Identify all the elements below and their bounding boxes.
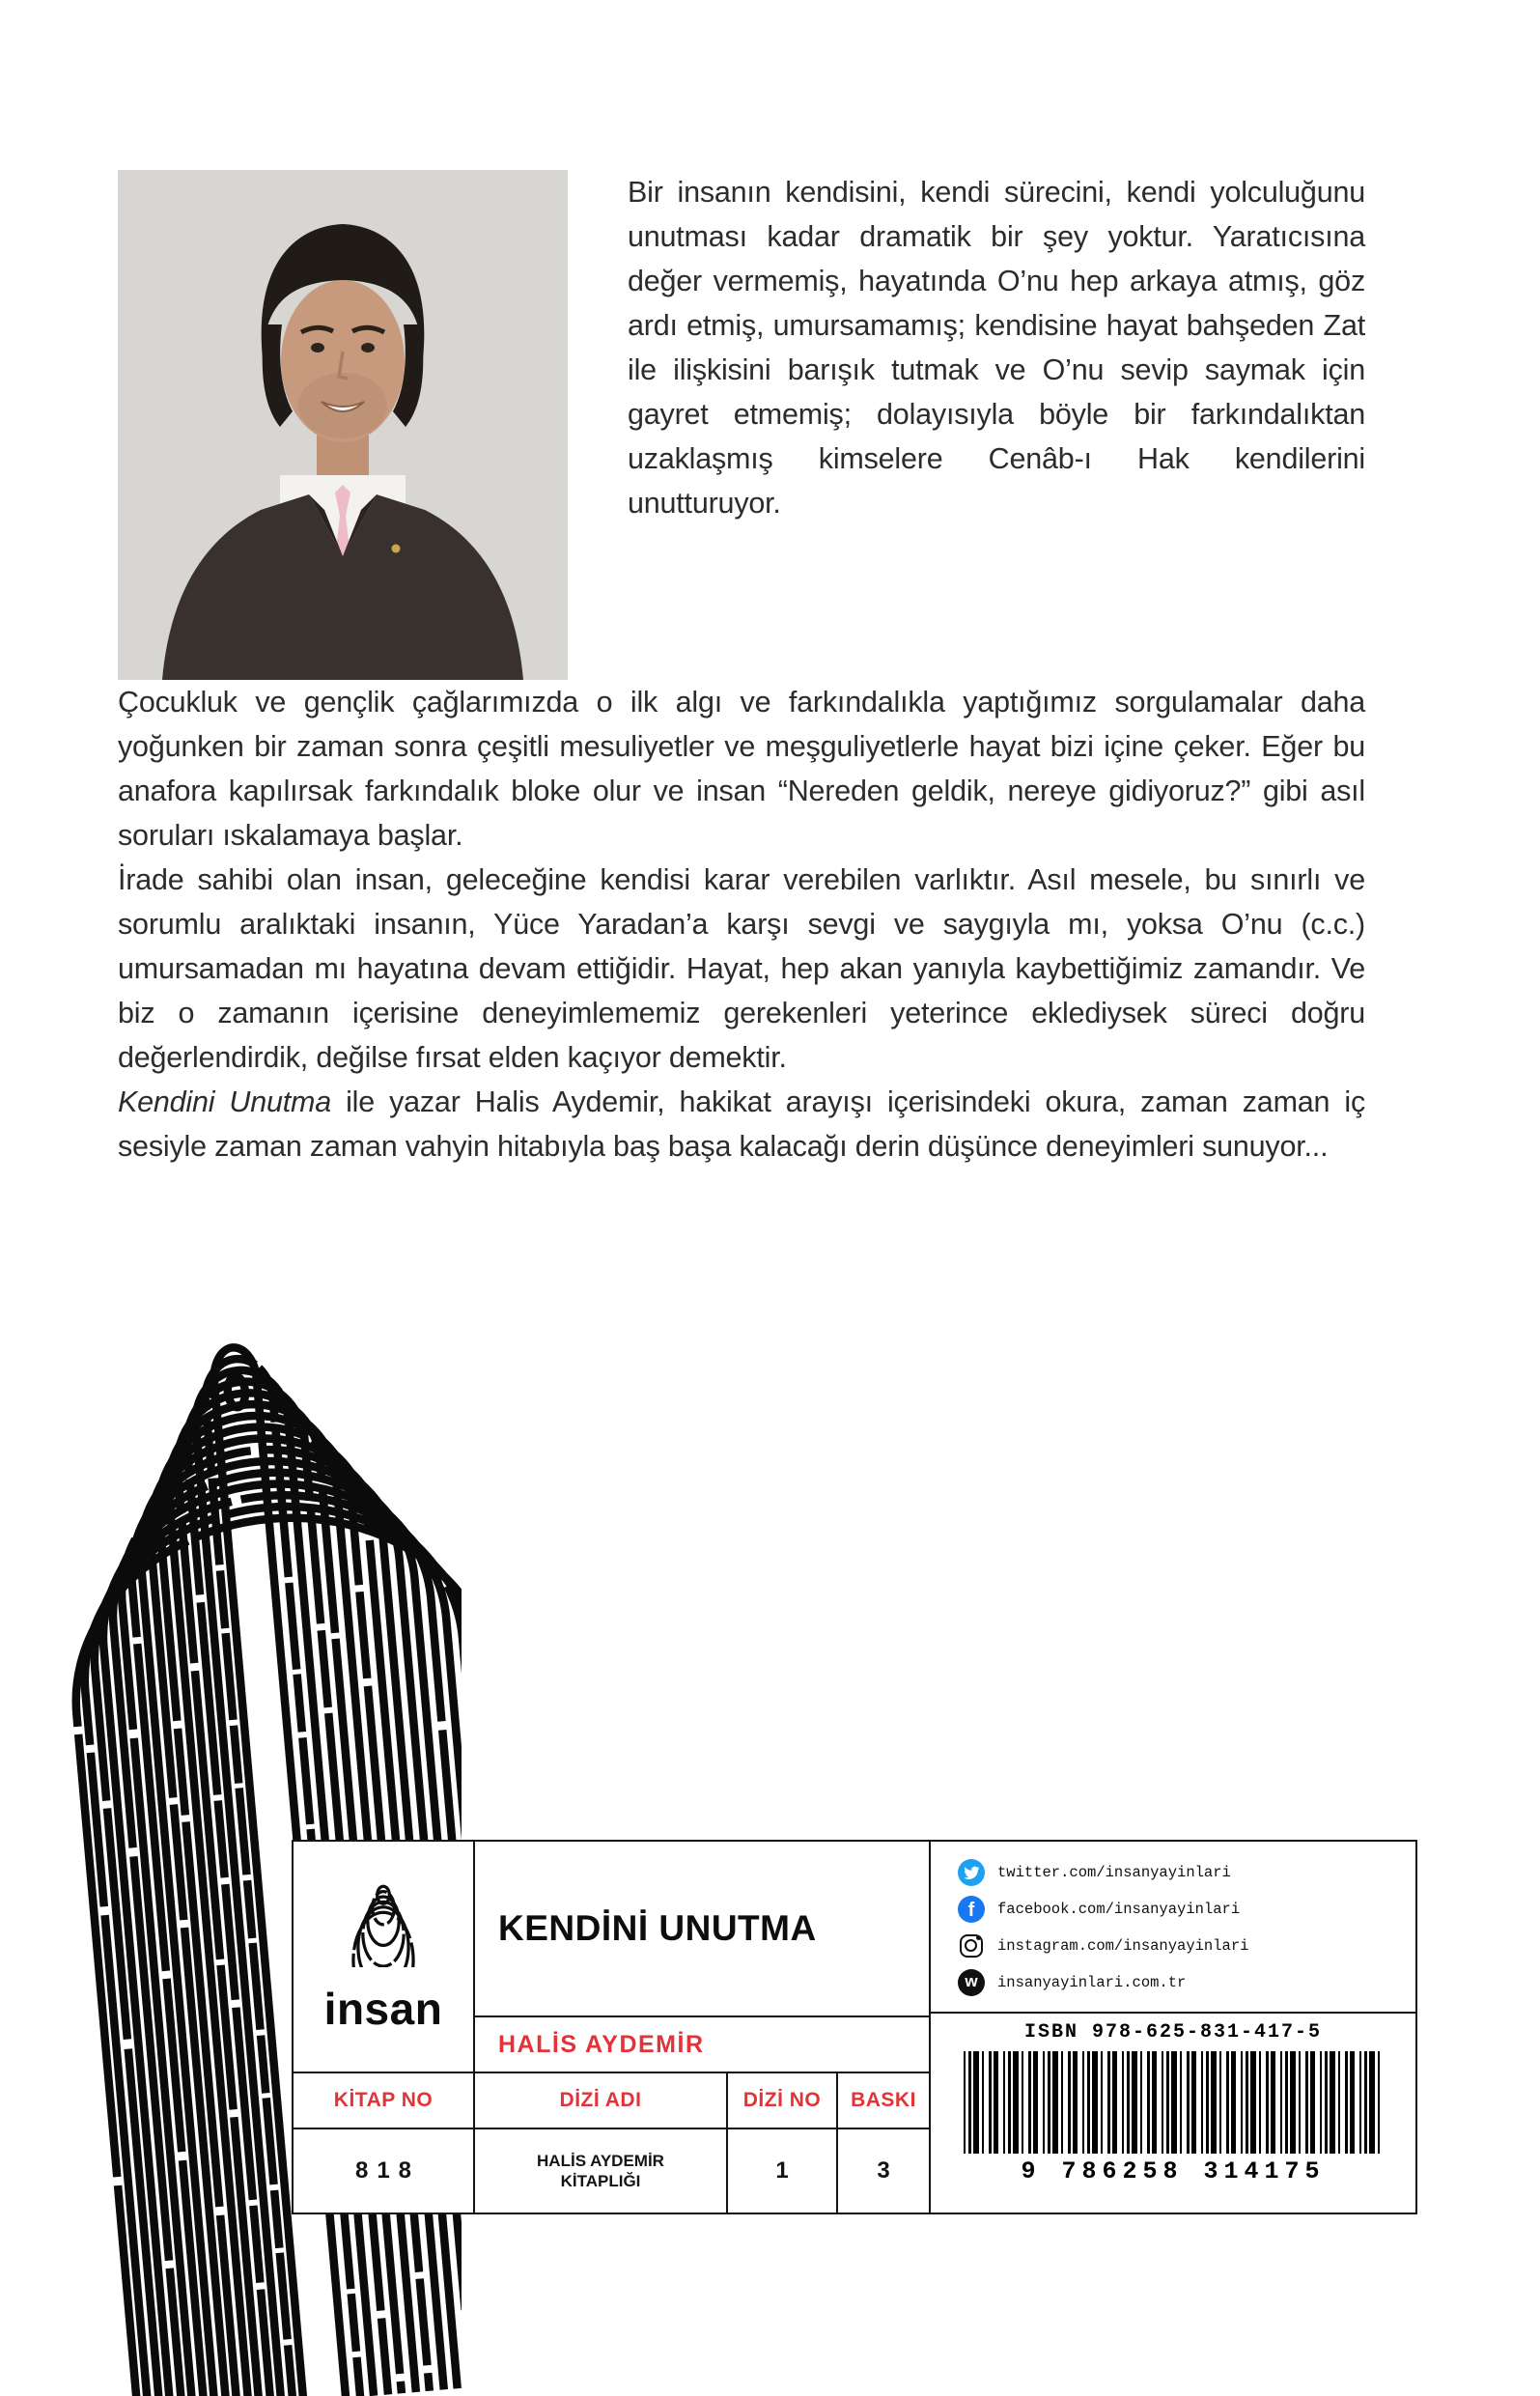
instagram-handle: instagram.com/insanyayinlari [997,1937,1249,1955]
paragraph-3: İrade sahibi olan insan, geleceğine kendisi karar verebilen varlıktır. Asıl mesele, bu sınırlı ve sorumlu aralıktaki insanın, Yüce Yaradan’a karşı sevgi ve saygıyla mı, yoksa O’nu (c.c.) umursamadan mı hayatına devam ettiğidir. Hayat, hep akan yanıyla kaybettiğimiz zamandır. Ve biz o zamanın içerisine deneyimlememiz gerekenleri yeterince eklediysek süreci doğru değerlendirdik, değilse fırsat elden kaçıyor demektir. [118,863,1365,1074]
social-row-instagram [958,1932,1415,1959]
book-title: KENDİNİ UNUTMA [475,1842,929,2017]
facebook-icon [958,1896,985,1923]
book-title-inline: Kendini Unutma [118,1085,332,1118]
website-icon [958,1969,985,1996]
bio-paragraph: Bir insanın kendisini, kendi sürecini, kendi yolculuğunu unutması kadar dramatik bir şey yoktur. Yaratıcısına değer vermemiş, hayatında O’nu hep arkaya atmış, göz ardı etmiş, umursamamış; kendisine hayat bahşeden Zat ile ilişkisini barışık tutmak ve O’nu sevip saymak için gayret etmemiş; dolayısıyla böyle bir farkındalıktan uzaklaşmış kimselere Cenâb-ı Hak kendilerini unutturuyor. [628,176,1365,520]
publisher-logo [294,1842,475,2073]
isbn-block [931,2012,1415,2185]
author-photo [118,170,568,680]
publisher-contact [929,1842,1415,2213]
dizi-adi-value [475,2129,728,2213]
book-author: HALİS AYDEMİR [475,2017,929,2073]
fingerprint-icon [349,1878,418,1967]
social-row-website [958,1969,1415,1996]
barcode [964,2051,1383,2154]
twitter-handle: twitter.com/insanyayinlari [997,1864,1231,1881]
dizi-adi-value-text: HALİS AYDEMİR KİTAPLIĞI [537,2151,664,2190]
paragraph-4 [118,1080,1365,1169]
social-row-twitter [958,1859,1415,1886]
kitap-no-value: 818 [294,2129,475,2213]
dizi-no-value: 1 [728,2129,838,2213]
paragraph-4-rest: ile yazar Halis Aydemir, hakikat arayışı içerisindeki okura, zaman zaman iç sesiyle zaman zaman vahyin hitabıyla baş başa kalacağı derin düşünce deneyimleri sunuyor... [118,1085,1365,1163]
barcode-digits: 9 786258 314175 [1021,2157,1326,2185]
social-row-facebook [958,1896,1415,1923]
paragraph-2: Çocukluk ve gençlik çağlarımızda o ilk algı ve farkındalıkla yaptığımız sorgulamalar daha yoğunken bir zaman sonra çeşitli mesuliyetler ve meşguliyetlerle hayat bizi içine çeker. Eğer bu anafora kapılırsak farkındalık bloke olur ve insan “Nereden geldik, nereye gidiyoruz?” gibi asıl soruları ıskalamaya başlar. [118,686,1365,852]
publisher-name: insan [323,1984,443,2034]
social-links [931,1859,1415,2012]
isbn-text: ISBN 978-625-831-417-5 [1023,2021,1323,2044]
bio-section [118,170,1365,680]
instagram-icon [958,1932,985,1959]
kitap-no-header: KİTAP NO [294,2073,475,2129]
back-cover-text [118,170,1365,1169]
baski-header: BASKI [838,2073,929,2129]
twitter-icon [958,1859,985,1886]
dizi-no-header: DİZİ NO [728,2073,838,2129]
baski-value: 3 [877,2157,890,2184]
website-url: insanyayinlari.com.tr [997,1974,1187,1991]
facebook-handle: facebook.com/insanyayinlari [997,1901,1241,1918]
dizi-adi-header: DİZİ ADI [475,2073,728,2129]
author-portrait-illustration [118,170,568,680]
publisher-info-box [292,1840,1417,2214]
